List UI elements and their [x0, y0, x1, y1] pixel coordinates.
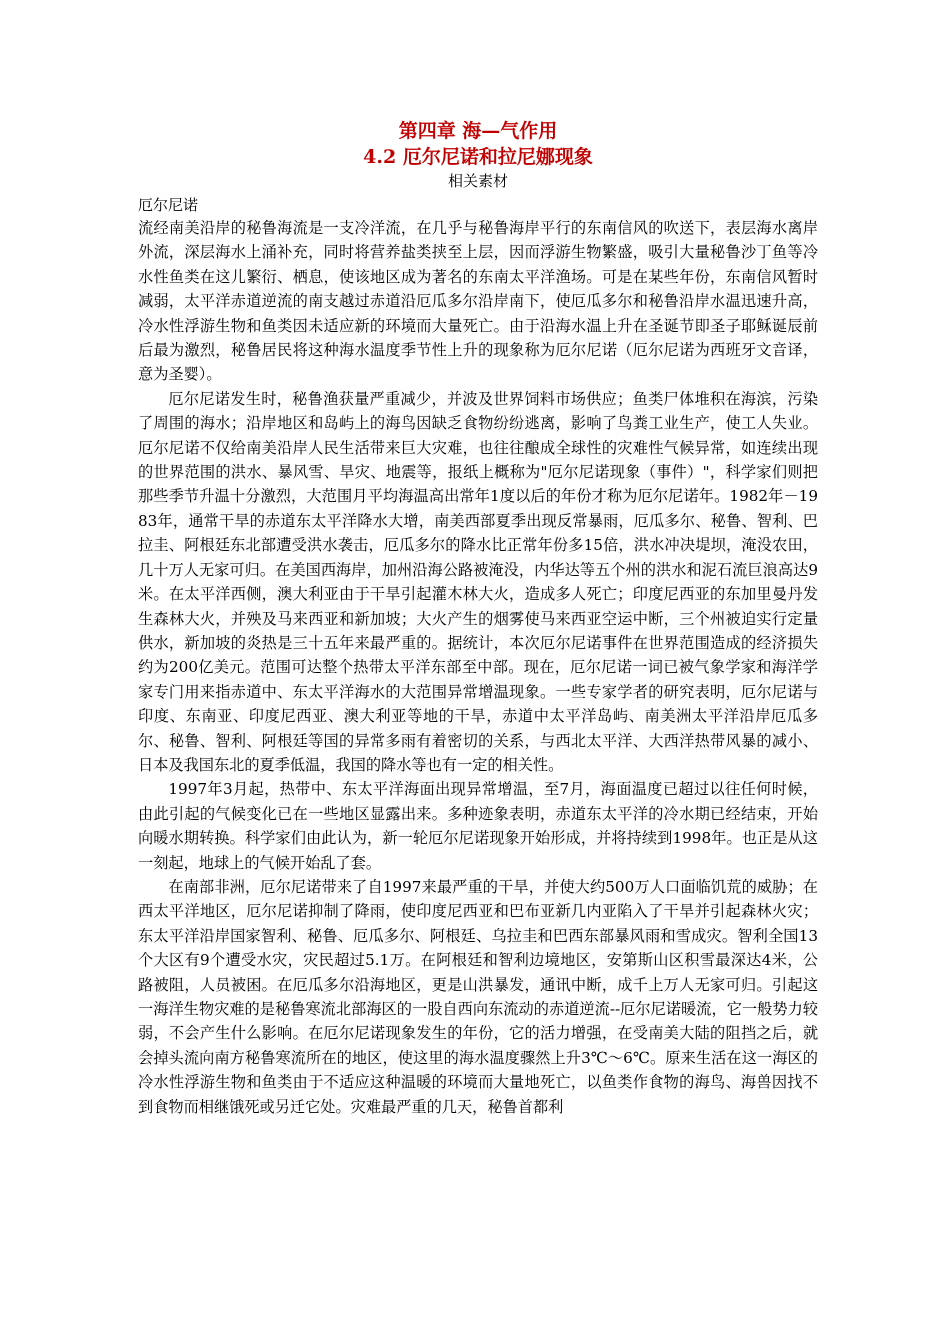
document-page — [138, 118, 818, 1119]
paragraph: 厄尔尼诺发生时，秘鲁渔获量严重减少，并波及世界饲料市场供应；鱼类尸体堆积在海滨，污染了周围的海水；沿岸地区和岛屿上的海鸟因缺乏食物纷纷逃离，影响了鸟粪工业生产，使工人失业。厄尔尼诺不仅给南美沿岸人民生活带来巨大灾难，也往往酿成全球性的灾难性气候异常，如连续出现的世界范围的洪水、暴风雪、旱灾、地震等，报纸上概称为"厄尔尼诺现象（事件）"，科学家们则把那些季节升温十分激烈，大范围月平均海温高出常年1度以后的年份才称为厄尔尼诺年。1982年－1983年，通常干旱的赤道东太平洋降水大增，南美西部夏季出现反常暴雨，厄瓜多尔、秘鲁、智利、巴拉圭、阿根廷东北部遭受洪水袭击，厄瓜多尔的降水比正常年份多15倍，洪水冲决堤坝，淹没农田，几十万人无家可归。在美国西海岸，加州沿海公路被淹没，内华达等五个州的洪水和泥石流巨浪高达9米。在太平洋西侧，澳大利亚由于干旱引起灌木林大火，造成多人死亡；印度尼西亚的东加里曼丹发生森林大火，并殃及马来西亚和新加坡；大火产生的烟雾使马来西亚空运中断，三个州被迫实行定量供水，新加坡的炎热是三十五年来最严重的。据统计，本次厄尔尼诺事件在世界范围造成的经济损失约为200亿美元。范围可达整个热带太平洋东部至中部。现在，厄尔尼诺一词已被气象学家和海洋学家专门用来指赤道中、东太平洋海水的大范围异常增温现象。一些专家学者的研究表明，厄尔尼诺与印度、东南亚、印度尼西亚、澳大利亚等地的干旱，赤道中太平洋岛屿、南美洲太平洋沿岸厄瓜多尔、秘鲁、智利、阿根廷等国的异常多雨有着密切的关系，与西北太平洋、大西洋热带风暴的减小、日本及我国东北的夏季低温，我国的降水等也有一定的相关性。 — [138, 389, 818, 774]
subtitle: 相关素材 — [447, 172, 508, 190]
paragraph: 在南部非洲，厄尔尼诺带来了自1997来最严重的干旱，并使大约500万人口面临饥荒的威胁；在西太平洋地区，厄尔尼诺抑制了降雨，使印度尼西亚和巴布亚新几内亚陷入了干旱并引起森林火灾；东太平洋沿岸国家智利、秘鲁、厄瓜多尔、阿根廷、乌拉圭和巴西东部暴风雨和雪成灾。智利全国13个大区有9个遭受水灾，灾民超过5.1万。在阿根廷和智利边境地区，安第斯山区积雪最深达4米，公路被阻，人员被困。在厄瓜多尔沿海地区，更是山洪暴发，通讯中断，成千上万人无家可归。引起这一海洋生物灾难的是秘鲁寒流北部海区的一股自西向东流动的赤道逆流--厄尔尼诺暖流，它一般势力较弱，不会产生什么影响。在厄尔尼诺现象发生的年份，它的活力增强，在受南美大陆的阻挡之后，就会掉头流向南方秘鲁寒流所在的地区，使这里的海水温度骤然上升3℃～6℃。原来生活在这一海区的冷水性浮游生物和鱼类由于不适应这种温暖的环境而大量地死亡，以鱼类作食物的海鸟、海兽因找不到食物而相继饿死或另迁它处。灾难最严重的几天，秘鲁首都利 — [138, 877, 818, 1116]
chapter-title: 第四章 海—气作用 — [398, 120, 558, 142]
section-label: 厄尔尼诺 — [138, 196, 199, 214]
paragraph: 流经南美沿岸的秘鲁海流是一支冷洋流，在几乎与秘鲁海岸平行的东南信风的吹送下，表层海水离岸外流，深层海水上涌补充，同时将营养盐类挟至上层，因而浮游生物繁盛，吸引大量秘鲁沙丁鱼等冷水性鱼类在这儿繁衍、栖息，使该地区成为著名的东南太平洋渔场。可是在某些年份，东南信风暂时减弱，太平洋赤道逆流的南支越过赤道沿厄瓜多尔沿岸南下，使厄瓜多尔和秘鲁沿岸水温迅速升高，冷水性浮游生物和鱼类因未适应新的环境而大量死亡。由于沿海水温上升在圣诞节即圣子耶稣诞辰前后最为激烈，秘鲁居民将这种海水温度季节性上升的现象称为厄尔尼诺（厄尔尼诺为西班牙文音译，意为圣婴）。 — [138, 219, 818, 384]
paragraph: 1997年3月起，热带中、东太平洋海面出现异常增温，至7月，海面温度已超过以往任何时候，由此引起的气候变化已在一些地区显露出来。多种迹象表明，赤道东太平洋的冷水期已经结束，开始向暖水期转换。科学家们由此认为，新一轮厄尔尼诺现象开始形成，并将持续到1998年。也正是从这一刻起，地球上的气候开始乱了套。 — [138, 780, 818, 872]
section-title: 4.2 厄尔尼诺和拉尼娜现象 — [363, 146, 593, 168]
